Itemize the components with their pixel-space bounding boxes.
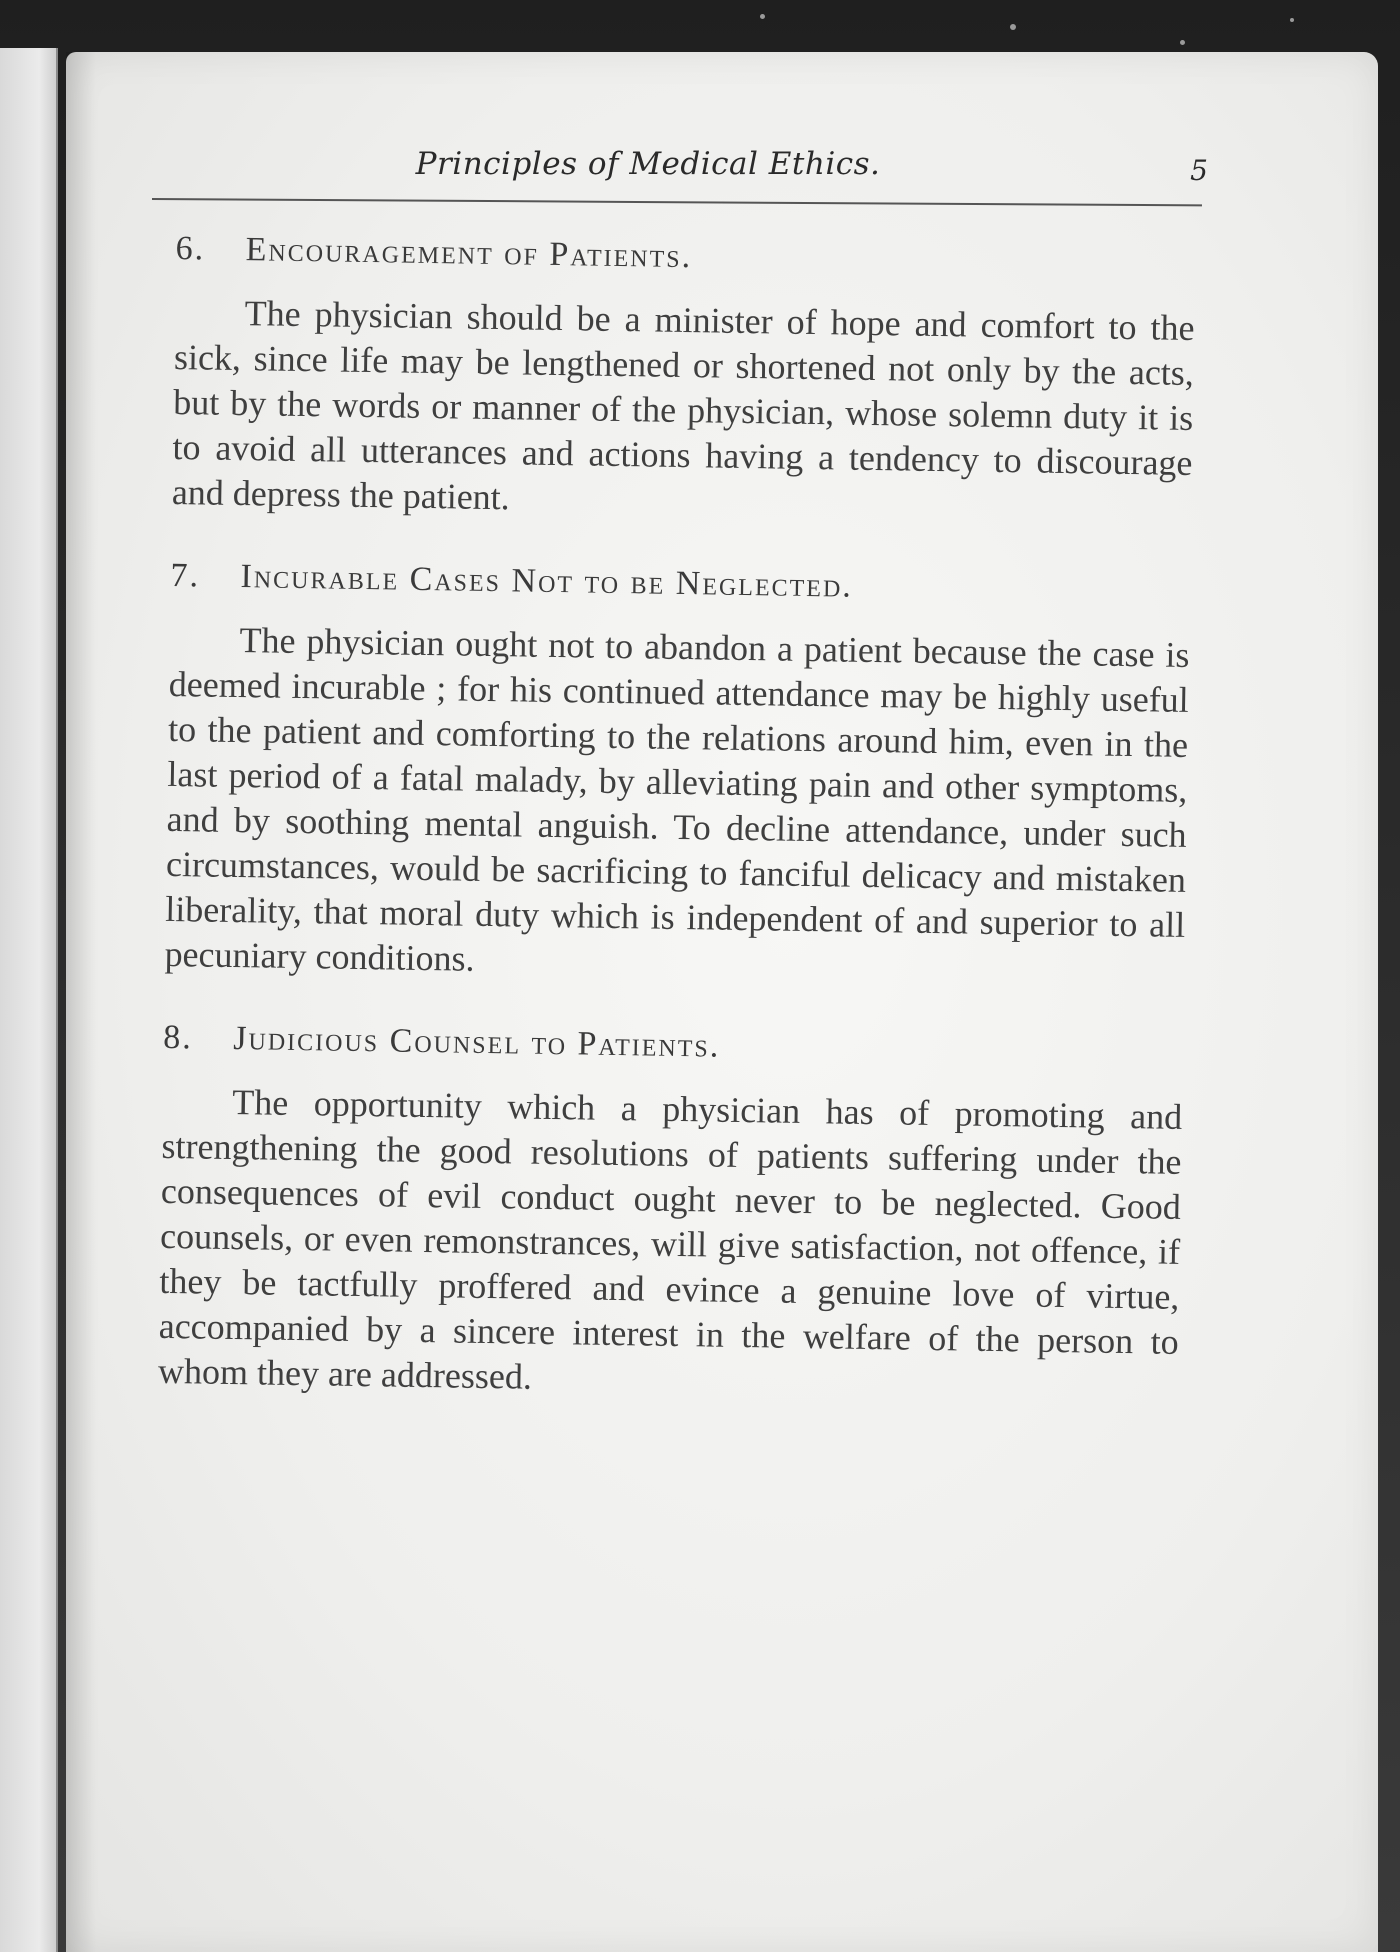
section-title: Encouragement of Patients.	[245, 231, 693, 276]
section-number: 8.	[163, 1018, 194, 1057]
dust-speck	[1290, 18, 1294, 22]
section-paragraph: The opportunity which a physician has of promoting and strengthening the good resolutions of patients suffering under the consequences of evil conduct ought never to be neglected. Good counsels, or even remonstrances, will give satisfaction, not offence, if they be tactfully proffered and evince a genuine love of virtue, accompanied by a sincere interest in the welfare of the person to whom they are addressed.	[157, 1081, 1183, 1397]
section-heading	[170, 557, 1190, 611]
section-heading	[163, 1019, 1183, 1073]
section-8	[158, 1019, 1184, 1410]
section-paragraph: The physician ought not to abandon a patient because the case is deemed incurable ; for his continued attendance may be highly useful to the patient and comforting to the relations around him, even in the last period of a fatal malady, by alleviating pain and other symptoms, and by soothing mental anguish. To decline attendance, under such circumstances, would be sacrificing to fanciful delicacy and mistaken liberality, that moral duty which is independent of and superior to all pecuniary conditions.	[164, 620, 1190, 979]
running-head	[148, 146, 1208, 216]
page-body	[157, 230, 1196, 1452]
section-title: Incurable Cases Not to be Neglected.	[240, 558, 854, 605]
section-6	[172, 230, 1196, 531]
facing-page-edge	[0, 48, 58, 1952]
section-title: Judicious Counsel to Patients.	[233, 1020, 721, 1065]
dust-speck	[1180, 40, 1185, 45]
page-number: 5	[1190, 154, 1208, 187]
section-paragraph: The physician should be a minister of hope and comfort to the sick, since life may be lengthened or shortened not only by the acts, but by the words or manner of the physician, whose solemn duty it is to avoid all utterances and actions having a tendency to discourage and depress the patient.	[171, 293, 1195, 518]
dust-speck	[760, 14, 765, 19]
section-number: 6.	[175, 230, 206, 268]
dust-speck	[1010, 24, 1016, 30]
running-title: Principles of Medical Ethics.	[415, 146, 881, 182]
gutter-shadow	[66, 52, 96, 1952]
section-number: 7.	[170, 556, 201, 595]
section-7	[164, 557, 1190, 993]
